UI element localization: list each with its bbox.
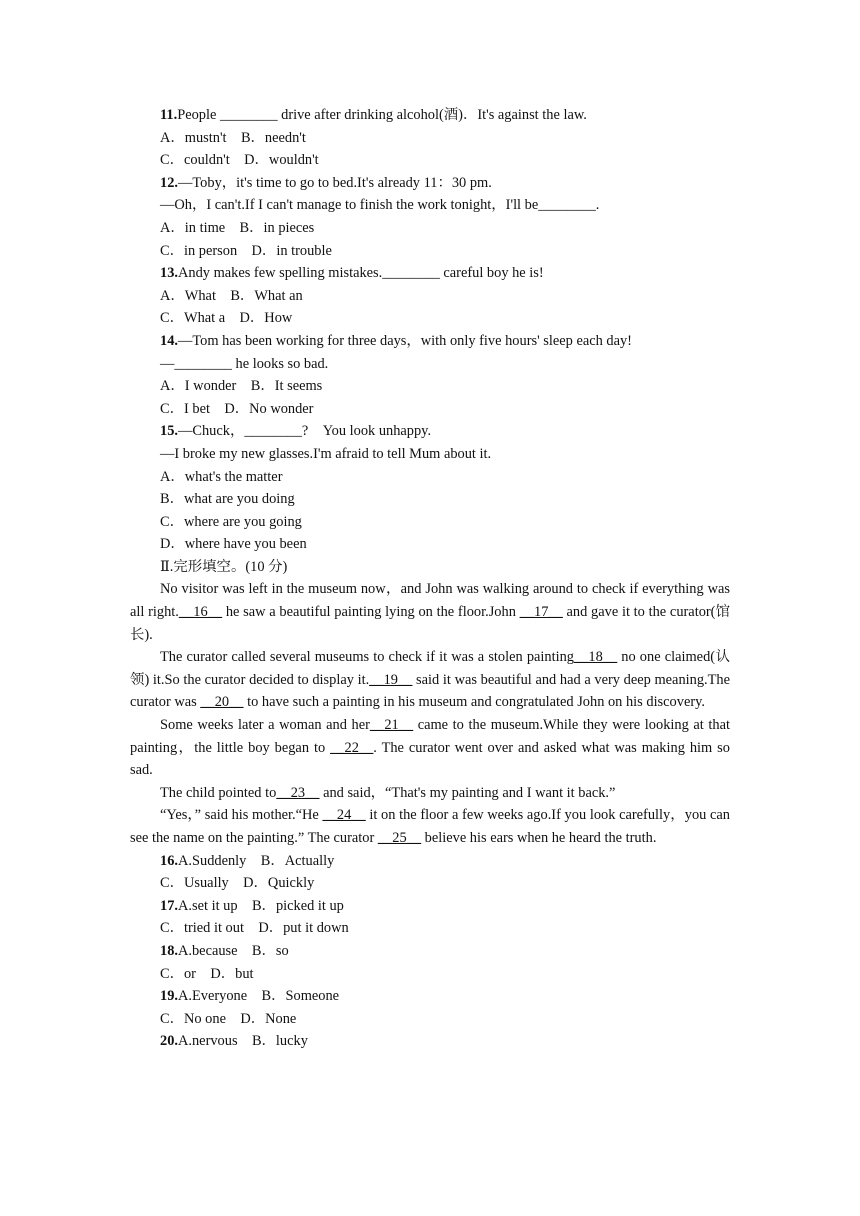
passage-text: No visitor was left in the museum now，and John was walking around to check if everything was all right. [130,581,730,621]
option-line: C．couldn't D．wouldn't [160,152,319,169]
passage-text: Some weeks later a woman and her [160,717,370,734]
option-line: C．I bet D．No wonder [160,400,314,417]
passage-text: he saw a beautiful painting lying on the floor.John [222,604,520,621]
passage-text: to have such a painting in his museum and congratulated John on his discovery. [243,694,705,711]
option-line: C．What a D．How [160,310,293,327]
question-number: 15. [160,423,178,440]
question-number: 17. [160,897,178,914]
cloze-option-16 [130,850,730,873]
passage-paragraph-2 [130,646,730,714]
question-stem: Andy makes few spelling mistakes.________ careful boy he is! [178,265,544,282]
blank-24: __24__ [322,807,366,824]
question-stem: —Chuck，________? You look unhappy. [178,423,432,440]
option-line: A.Everyone B．Someone [178,988,340,1005]
blank-19: __19__ [369,671,413,688]
passage-text: . The curator went over and asked what was making him so sad. [130,739,730,779]
passage-paragraph-1 [130,578,730,646]
option-line: C．No one D．None [160,1010,297,1027]
option-line: A.nervous B．lucky [178,1033,308,1050]
question-stem: People ________ drive after drinking alcohol(酒)．It's against the law. [177,107,587,123]
option-line: C．where are you going [160,513,302,530]
document-content [130,104,730,1053]
question-11 [130,104,730,127]
passage-text: it on the floor a few weeks ago.If you look carefully，you can see the name on the painting.” The curator [130,807,730,846]
section-heading: Ⅱ.完形填空。(10 分) [160,558,288,575]
passage-text: said it was beautiful and had a very deep meaning.The curator was [130,671,731,711]
blank-23: __23__ [276,784,320,801]
passage-text: and gave it to the curator(馆长). [130,604,730,643]
question-stem-reply: —________ he looks so bad. [160,355,329,372]
blank-21: __21__ [369,717,414,734]
question-stem-reply: —Oh，I can't.If I can't manage to finish the work tonight，I'll be________. [160,197,600,214]
question-13 [130,262,730,285]
option-line: C．tried it out D．put it down [160,920,349,937]
passage-text: “Yes，” said his mother.“He [160,807,323,824]
cloze-option-20 [130,1030,730,1053]
blank-22: __22__ [330,739,374,756]
question-number: 20. [160,1033,178,1050]
question-stem: —Toby，it's time to go to bed.It's already 11：30 pm. [178,174,492,191]
question-14 [130,330,730,353]
option-line: D．where have you been [160,536,307,553]
option-line: A.because B．so [178,942,289,959]
passage-paragraph-5 [130,804,730,849]
passage-text: The curator called several museums to check if it was a stolen painting [160,649,574,666]
option-line: A．in time B．in pieces [160,219,315,236]
blank-20: __20__ [200,694,244,711]
passage-text: believe his ears when he heard the truth. [421,830,657,846]
question-number: 19. [160,988,178,1005]
option-line: A.Suddenly B．Actually [178,852,335,869]
option-line: A．mustn't B．needn't [160,129,306,146]
cloze-option-17 [130,895,730,918]
blank-25: __25__ [377,830,422,846]
passage-text: and said，“That's my painting and I want it back.” [319,784,616,801]
cloze-option-19 [130,985,730,1008]
option-line: A．I wonder B．It seems [160,378,323,395]
question-stem: —Tom has been working for three days，with only five hours' sleep each day! [178,332,632,349]
blank-17: __17__ [519,604,563,621]
question-15 [130,420,730,443]
passage-paragraph-4 [130,782,730,805]
blank-18: __18__ [573,649,618,666]
question-12 [130,172,730,195]
option-line: B．what are you doing [160,491,295,508]
option-line: C．in person D．in trouble [160,242,332,259]
question-stem-reply: —I broke my new glasses.I'm afraid to tell Mum about it. [160,445,492,462]
option-line: C．Usually D．Quickly [160,875,315,892]
question-number: 11. [160,107,178,123]
question-number: 12. [160,174,178,191]
question-number: 13. [160,265,178,282]
question-number: 14. [160,332,178,349]
passage-text: The child pointed to [160,784,277,801]
passage-text: came to the museum.While they were looking at that painting，the little boy began to [130,717,730,756]
option-line: A．what's the matter [160,468,283,485]
option-line: C．or D．but [160,965,254,982]
cloze-option-18 [130,940,730,963]
question-number: 16. [160,852,178,869]
blank-16: __16__ [178,604,223,621]
passage-paragraph-3 [130,714,730,782]
passage-text: no one claimed(认领) it.So the curator decided to display it. [130,649,730,688]
option-line: A．What B．What an [160,287,303,304]
question-number: 18. [160,942,178,959]
option-line: A.set it up B．picked it up [178,897,344,914]
